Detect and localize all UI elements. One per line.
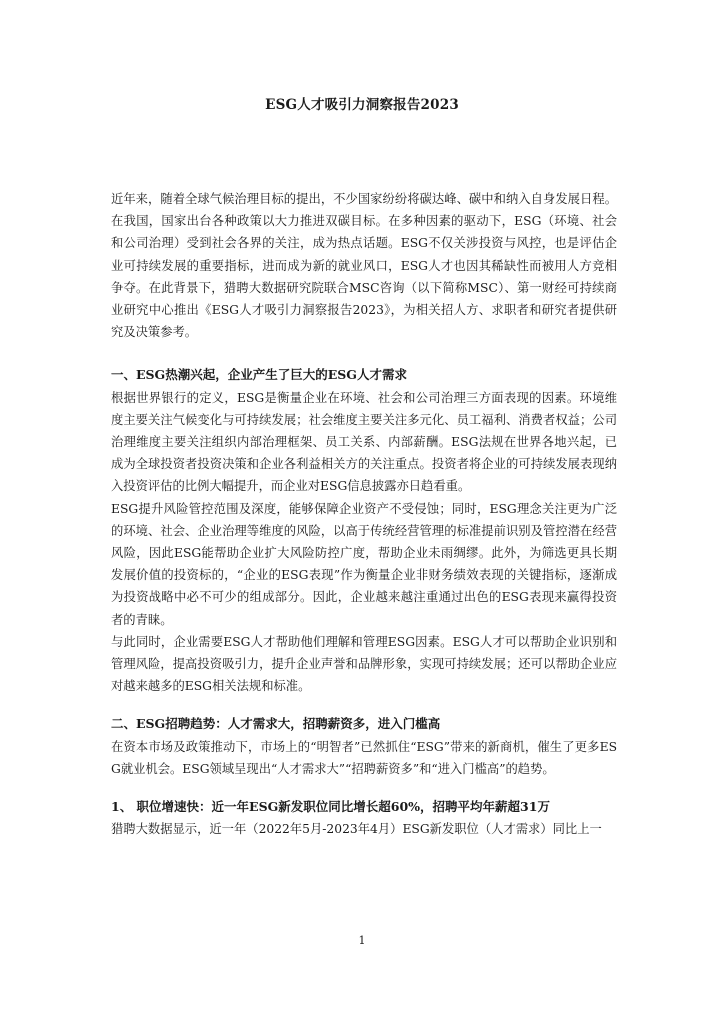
spacer [111, 780, 617, 796]
section-2-heading: 二、ESG招聘趋势：人才需求大，招聘薪资多，进入门槛高 [111, 716, 441, 732]
section-1-paragraph-1: 根据世界银行的定义，ESG是衡量企业在环境、社会和公司治理三方面表现的因素。环境维度主要关注气候变化与可持续发展；社会维度主要关注多元化、员工福利、消费者权益；公司治理维度主要关注组织内部治理框架、员工关系、内部薪酬。ESG法规在世界各地兴起，已成为全球投资者投资决策和企业各利益相关方的关注重点。投资者将企业的可持续发展表现纳入投资评估的比例大幅提升，而企业对ESG信息披露亦日趋看重。 [111, 390, 617, 494]
section-1-paragraph-3: 与此同时，企业需要ESG人才帮助他们理解和管理ESG因素。ESG人才可以帮助企业识别和管理风险，提高投资吸引力，提升企业声誉和品牌形象，实现可持续发展；还可以帮助企业应对越来越多的ESG相关法规和标准。 [111, 634, 617, 694]
section-3-paragraph-1: 猎聘大数据显示，近一年（2022年5月-2023年4月）ESG新发职位（人才需求）同比上一 [111, 822, 602, 837]
section-3-heading: 1、 职位增速快：近一年ESG新发职位同比增长超60%，招聘平均年薪超31万 [111, 799, 550, 815]
section-1-paragraph-2: ESG提升风险管控范围及深度，能够保障企业资产不受侵蚀；同时，ESG理念关注更为广泛的环境、社会、企业治理等维度的风险，以高于传统经营管理的标准提前识别及管控潜在经营风险，因此ESG能帮助企业扩大风险防控广度，帮助企业未雨绸缪。此外，为筛选更具长期发展价值的投资标的，“企业的ESG表现”作为衡量企业非财务绩效表现的关键指标，逐渐成为投资战略中必不可少的组成部分。因此，企业越来越注重通过出色的ESG表现来赢得投资者的青睐。 [111, 501, 617, 627]
page-number: 1 [358, 934, 366, 947]
intro-paragraph: 近年来，随着全球气候治理目标的提出，不少国家纷纷将碳达峰、碳中和纳入自身发展日程。在我国，国家出台各种政策以大力推进双碳目标。在多种因素的驱动下，ESG（环境、社会和公司治理）受到社会各界的关注，成为热点话题。ESG不仅关涉投资与风控，也是评估企业可持续发展的重要指标，进而成为新的就业风口，ESG人才也因其稀缺性而被用人方竞相争夺。在此背景下，猎聘大数据研究院联合MSC咨询（以下简称MSC）、第一财经可持续商业研究中心推出《ESG人才吸引力洞察报告2023》，为相关招人方、求职者和研究者提供研究及决策参考。 [111, 192, 617, 340]
section-2-paragraph-1: 在资本市场及政策推动下，市场上的“明智者”已然抓住“ESG”带来的新商机，催生了更多ESG就业机会。ESG领域呈现出“人才需求大”“招聘薪资多”和“进入门槛高”的趋势。 [111, 739, 617, 776]
section-1-heading: 一、ESG热潮兴起，企业产生了巨大的ESG人才需求 [111, 367, 407, 383]
document-body [111, 188, 617, 840]
spacer [111, 697, 617, 713]
spacer [111, 343, 617, 364]
document-title: ESG人才吸引力洞察报告2023 [265, 97, 459, 113]
